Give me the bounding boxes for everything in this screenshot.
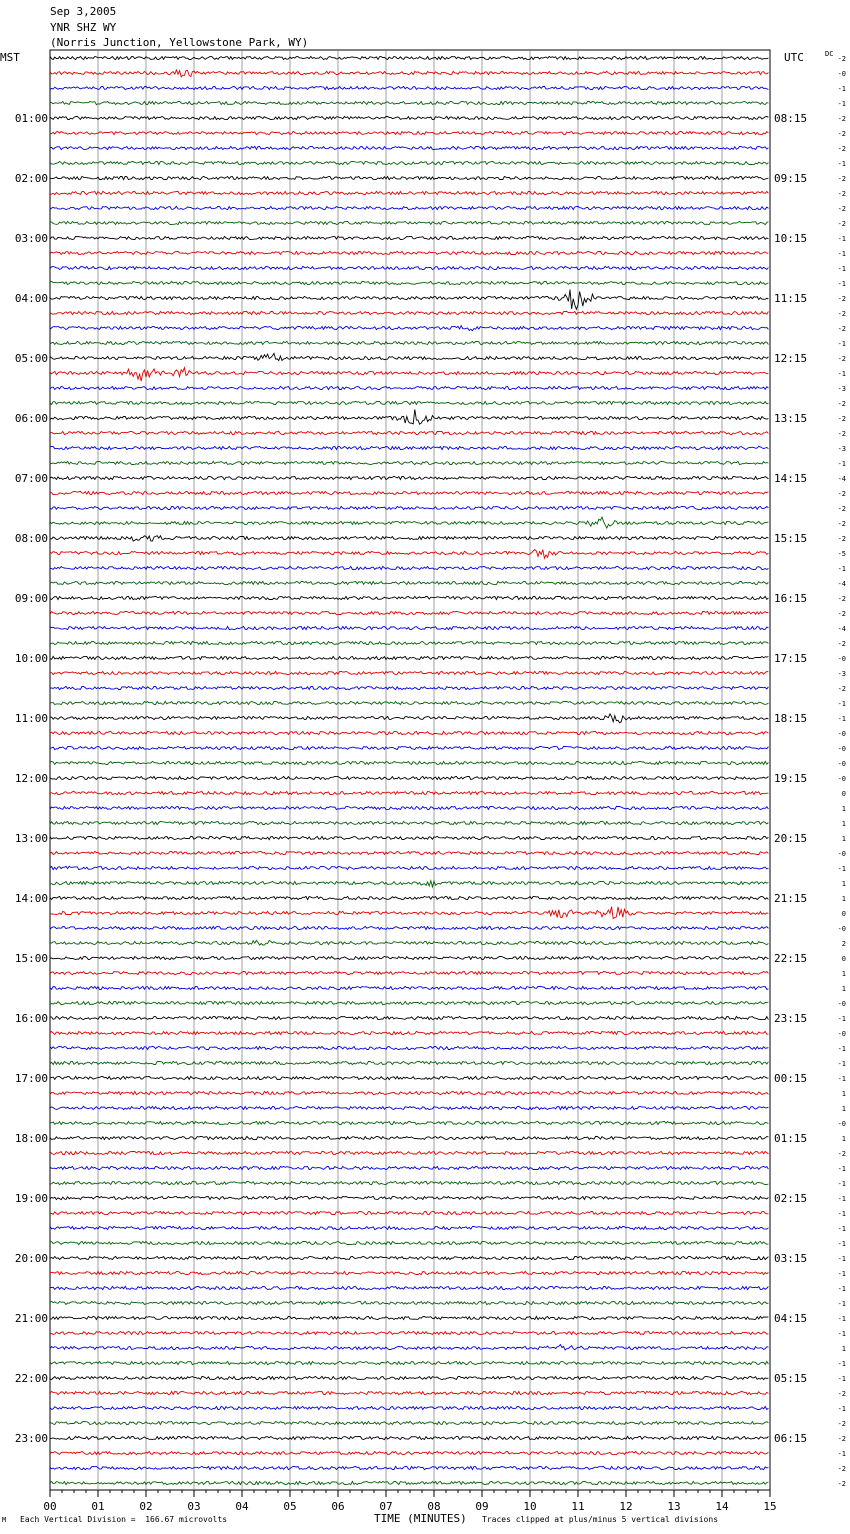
dc-offset-label: -1 <box>837 865 846 873</box>
dc-offset-label: -2 <box>837 205 846 213</box>
dc-offset-label: -2 <box>837 505 846 513</box>
x-tick-label: 06 <box>331 1500 345 1513</box>
seismic-trace <box>50 550 768 559</box>
mst-hour-label: 13:00 <box>14 832 48 845</box>
dc-offset-label: -2 <box>837 130 846 138</box>
dc-offset-label: 1 <box>841 805 846 813</box>
x-tick-label: 00 <box>43 1500 57 1513</box>
x-tick-label: 05 <box>283 1500 297 1513</box>
x-tick-label: 08 <box>427 1500 441 1513</box>
seismic-trace <box>50 671 768 674</box>
seismic-trace <box>50 476 768 479</box>
dc-offset-label: 1 <box>841 985 846 993</box>
mst-hour-label: 04:00 <box>14 292 48 305</box>
dc-offset-label: -2 <box>837 325 846 333</box>
x-tick-label: 02 <box>139 1500 153 1513</box>
dc-offset-label: -0 <box>837 850 846 858</box>
seismic-trace <box>50 1196 768 1199</box>
dc-offset-label: -2 <box>837 1435 846 1443</box>
dc-offset-label: -2 <box>837 535 846 543</box>
dc-offset-label: -1 <box>837 1165 846 1173</box>
dc-offset-label: -1 <box>837 1210 846 1218</box>
utc-hour-label: 01:15 <box>774 1132 808 1145</box>
dc-offset-label: -2 <box>837 640 846 648</box>
seismic-trace <box>50 353 768 360</box>
seismic-trace <box>50 86 768 89</box>
dc-offset-label: -2 <box>837 1420 846 1428</box>
dc-offset-label: -0 <box>837 655 846 663</box>
dc-offset-label: -0 <box>837 760 846 768</box>
seismic-trace <box>50 611 768 614</box>
seismic-trace <box>50 1061 768 1064</box>
dc-offset-label: -2 <box>837 145 846 153</box>
seismic-trace <box>50 1376 768 1379</box>
mst-hour-label: 12:00 <box>14 772 48 785</box>
dc-offset-label: -1 <box>837 235 846 243</box>
seismic-trace <box>50 341 768 344</box>
dc-offset-label: 1 <box>841 1105 846 1113</box>
dc-offset-label: -1 <box>837 1255 846 1263</box>
dc-offset-label: -2 <box>837 1465 846 1473</box>
dc-offset-label: -1 <box>837 1330 846 1338</box>
utc-hour-label: 06:15 <box>774 1432 808 1445</box>
mst-hour-label: 11:00 <box>14 712 48 725</box>
utc-hour-label: 09:15 <box>774 172 808 185</box>
seismic-trace <box>50 116 768 119</box>
dc-offset-label: -2 <box>837 190 846 198</box>
seismic-trace <box>50 1391 768 1394</box>
seismic-trace <box>50 1166 768 1169</box>
seismic-trace <box>50 311 768 314</box>
seismic-trace <box>50 714 768 723</box>
dc-offset-label: -0 <box>837 730 846 738</box>
dc-offset-label: -5 <box>837 550 846 558</box>
seismic-trace <box>50 1046 768 1049</box>
station-code: YNR SHZ WY <box>50 21 117 34</box>
mst-hour-label: 08:00 <box>14 532 48 545</box>
dc-offset-label: -2 <box>837 355 846 363</box>
dc-offset-label: -0 <box>837 775 846 783</box>
utc-hour-label: 00:15 <box>774 1072 808 1085</box>
seismic-trace <box>50 368 768 382</box>
x-tick-label: 15 <box>763 1500 777 1513</box>
seismic-trace <box>50 907 768 919</box>
seismic-trace <box>50 1301 768 1304</box>
seismic-trace <box>50 131 768 134</box>
dc-offset-label: -1 <box>837 1060 846 1068</box>
utc-hour-label: 18:15 <box>774 712 808 725</box>
dc-offset-label: 1 <box>841 970 846 978</box>
seismic-trace <box>50 1406 768 1409</box>
dc-offset-label: -4 <box>837 580 846 588</box>
seismic-trace <box>50 1121 768 1124</box>
seismic-trace <box>50 836 768 839</box>
dc-offset-label: -2 <box>837 520 846 528</box>
utc-hour-label: 14:15 <box>774 472 808 485</box>
dc-offset-label: -2 <box>837 55 846 63</box>
seismic-trace <box>50 1001 768 1004</box>
mst-hour-label: 22:00 <box>14 1372 48 1385</box>
seismic-trace <box>50 686 768 689</box>
seismic-trace <box>50 851 768 854</box>
seismic-trace <box>50 191 768 194</box>
dc-offset-label: -1 <box>837 565 846 573</box>
seismic-trace <box>50 581 768 584</box>
plot-frame <box>50 50 770 1490</box>
mst-hour-label: 20:00 <box>14 1252 48 1265</box>
dc-offset-label: -2 <box>837 1480 846 1488</box>
seismic-trace <box>50 1271 768 1274</box>
utc-hour-label: 04:15 <box>774 1312 808 1325</box>
utc-hour-label: 22:15 <box>774 952 808 965</box>
dc-offset-label: -2 <box>837 595 846 603</box>
seismic-trace <box>50 236 768 239</box>
seismic-trace <box>50 1076 768 1079</box>
mst-hour-label: 10:00 <box>14 652 48 665</box>
mst-hour-label: 19:00 <box>14 1192 48 1205</box>
dc-offset-label: 1 <box>841 835 846 843</box>
seismic-trace <box>50 1241 768 1244</box>
dc-offset-label: -1 <box>837 460 846 468</box>
dc-offset-label: -1 <box>837 1360 846 1368</box>
seismic-trace <box>50 1091 768 1094</box>
mst-hour-label: 07:00 <box>14 472 48 485</box>
mst-hour-label: 03:00 <box>14 232 48 245</box>
mst-hour-label: 14:00 <box>14 892 48 905</box>
x-tick-label: 10 <box>523 1500 537 1513</box>
utc-hour-label: 08:15 <box>774 112 808 125</box>
dc-offset-label: -1 <box>837 1075 846 1083</box>
recording-date: Sep 3,2005 <box>50 5 117 18</box>
dc-offset-label: 1 <box>841 880 846 888</box>
dc-offset-label: 1 <box>841 1135 846 1143</box>
dc-offset-label: -1 <box>837 1285 846 1293</box>
seismic-trace <box>50 656 768 659</box>
dc-offset-label: -2 <box>837 310 846 318</box>
dc-offset-label: -2 <box>837 490 846 498</box>
dc-offset-label: -2 <box>837 430 846 438</box>
seismic-trace <box>50 506 768 509</box>
seismic-trace <box>50 731 768 734</box>
dc-offset-label: -2 <box>837 295 846 303</box>
dc-offset-label: 0 <box>841 910 846 918</box>
seismic-trace <box>50 1345 768 1351</box>
dc-offset-label: -0 <box>837 1030 846 1038</box>
dc-offset-label: -2 <box>837 115 846 123</box>
seismic-trace <box>50 221 768 224</box>
x-tick-label: 09 <box>475 1500 489 1513</box>
seismic-trace <box>50 821 768 824</box>
dc-offset-label: -2 <box>837 1390 846 1398</box>
dc-offset-label: -2 <box>837 610 846 618</box>
dc-offset-label: -1 <box>837 1270 846 1278</box>
x-tick-label: 12 <box>619 1500 633 1513</box>
seismic-trace <box>50 517 768 528</box>
seismic-trace <box>50 461 768 464</box>
seismic-trace <box>50 326 768 331</box>
mst-hour-label: 02:00 <box>14 172 48 185</box>
mst-hour-label: 05:00 <box>14 352 48 365</box>
mst-hour-label: 18:00 <box>14 1132 48 1145</box>
x-tick-label: 11 <box>571 1500 585 1513</box>
seismic-trace <box>50 386 768 389</box>
utc-hour-label: 19:15 <box>774 772 808 785</box>
mst-axis-label: MST <box>0 51 20 64</box>
seismic-trace <box>50 251 768 254</box>
dc-offset-label: -1 <box>837 265 846 273</box>
utc-axis-label: UTC <box>784 51 804 64</box>
dc-offset-label: -4 <box>837 475 846 483</box>
dc-offset-label: -2 <box>837 415 846 423</box>
seismic-trace <box>50 1211 768 1214</box>
seismic-trace <box>50 491 768 494</box>
seismic-trace <box>50 176 768 179</box>
dc-offset-label: -1 <box>837 1225 846 1233</box>
seismic-trace <box>50 1316 768 1319</box>
seismic-trace <box>50 161 768 164</box>
seismic-trace <box>50 971 768 974</box>
mst-hour-label: 16:00 <box>14 1012 48 1025</box>
seismic-trace <box>50 940 768 945</box>
dc-offset-label: 1 <box>841 820 846 828</box>
dc-offset-label: -2 <box>837 1150 846 1158</box>
x-tick-label: 03 <box>187 1500 201 1513</box>
x-tick-label: 14 <box>715 1500 729 1513</box>
utc-hour-label: 13:15 <box>774 412 808 425</box>
mst-hour-label: 21:00 <box>14 1312 48 1325</box>
mst-hour-label: 01:00 <box>14 112 48 125</box>
utc-hour-label: 12:15 <box>774 352 808 365</box>
x-tick-label: 04 <box>235 1500 249 1513</box>
dc-offset-label: -1 <box>837 1405 846 1413</box>
seismic-trace <box>50 746 768 749</box>
dc-offset-label: 1 <box>841 1345 846 1353</box>
x-tick-label: 07 <box>379 1500 393 1513</box>
dc-offset-label: 0 <box>841 955 846 963</box>
dc-offset-label: -0 <box>837 925 846 933</box>
seismic-trace <box>50 791 768 794</box>
seismic-trace <box>50 806 768 809</box>
vertical-division-note: Each Vertical Division = 166.67 microvolts <box>20 1515 228 1524</box>
seismic-trace <box>50 281 768 284</box>
seismic-trace <box>50 986 768 989</box>
dc-offset-label: 1 <box>841 1090 846 1098</box>
dc-offset-label: -2 <box>837 685 846 693</box>
seismic-trace <box>50 1361 768 1364</box>
dc-offset-label: -1 <box>837 1045 846 1053</box>
dc-offset-label: -1 <box>837 340 846 348</box>
seismic-trace <box>50 1436 768 1439</box>
utc-hour-label: 15:15 <box>774 532 808 545</box>
dc-offset-label: -0 <box>837 1000 846 1008</box>
seismic-trace <box>50 1181 768 1184</box>
seismic-trace <box>50 1016 768 1019</box>
x-axis-title: TIME (MINUTES) <box>374 1512 467 1525</box>
seismic-trace <box>50 956 768 959</box>
seismic-trace <box>50 206 768 209</box>
seismic-trace <box>50 596 768 599</box>
dc-offset-label: -1 <box>837 700 846 708</box>
dc-offset-label: -3 <box>837 385 846 393</box>
x-tick-label: 01 <box>91 1500 105 1513</box>
seismic-trace <box>50 566 768 569</box>
utc-hour-label: 05:15 <box>774 1372 808 1385</box>
dc-offset-label: -0 <box>837 1120 846 1128</box>
utc-hour-label: 23:15 <box>774 1012 808 1025</box>
utc-hour-label: 02:15 <box>774 1192 808 1205</box>
dc-offset-label: -0 <box>837 745 846 753</box>
dc-offset-label: -1 <box>837 250 846 258</box>
utc-hour-label: 10:15 <box>774 232 808 245</box>
dc-offset-label: -1 <box>837 1180 846 1188</box>
utc-hour-label: 21:15 <box>774 892 808 905</box>
dc-offset-label: -1 <box>837 1450 846 1458</box>
seismic-trace <box>50 701 768 704</box>
dc-offset-label: -2 <box>837 400 846 408</box>
seismic-trace <box>50 1451 768 1454</box>
seismic-trace <box>50 70 768 77</box>
dc-offset-label: -1 <box>837 1240 846 1248</box>
seismic-trace <box>50 866 768 869</box>
dc-offset-label: -1 <box>837 160 846 168</box>
dc-offset-label: -1 <box>837 85 846 93</box>
utc-hour-label: 16:15 <box>774 592 808 605</box>
seismic-trace <box>50 431 768 434</box>
dc-offset-label: -3 <box>837 670 846 678</box>
dc-offset-label: -2 <box>837 175 846 183</box>
seismic-trace <box>50 641 768 644</box>
dc-offset-label: -1 <box>837 1375 846 1383</box>
seismic-trace <box>50 926 768 929</box>
dc-offset-label: -1 <box>837 100 846 108</box>
seismic-trace <box>50 1031 768 1034</box>
seismic-trace <box>50 101 768 104</box>
seismic-trace <box>50 1286 768 1289</box>
utc-hour-label: 20:15 <box>774 832 808 845</box>
station-location: (Norris Junction, Yellowstone Park, WY) <box>50 36 309 49</box>
dc-offset-label: -2 <box>837 220 846 228</box>
dc-offset-label: -1 <box>837 1300 846 1308</box>
seismic-trace <box>50 1481 768 1484</box>
utc-hour-label: 03:15 <box>774 1252 808 1265</box>
dc-offset-label: -1 <box>837 1015 846 1023</box>
mst-hour-label: 23:00 <box>14 1432 48 1445</box>
dc-offset-label: -1 <box>837 1195 846 1203</box>
dc-offset-label: 2 <box>841 940 846 948</box>
dc-offset-label: -3 <box>837 445 846 453</box>
dc-offset-label: 1 <box>841 895 846 903</box>
corner-mark: M <box>2 1516 7 1524</box>
seismic-trace <box>50 626 768 629</box>
x-tick-label: 13 <box>667 1500 681 1513</box>
seismic-trace <box>50 290 768 310</box>
seismic-trace <box>50 146 768 149</box>
dc-offset-label: -1 <box>837 1315 846 1323</box>
seismic-trace <box>50 1466 768 1469</box>
dc-column-label: DC <box>825 50 834 58</box>
seismic-trace <box>50 1226 768 1229</box>
clip-note: Traces clipped at plus/minus 5 vertical divisions <box>482 1515 719 1524</box>
dc-offset-label: 0 <box>841 790 846 798</box>
utc-hour-label: 11:15 <box>774 292 808 305</box>
mst-hour-label: 17:00 <box>14 1072 48 1085</box>
dc-offset-label: -1 <box>837 370 846 378</box>
mst-hour-label: 09:00 <box>14 592 48 605</box>
seismic-trace <box>50 1421 768 1424</box>
dc-offset-label: -0 <box>837 70 846 78</box>
dc-offset-label: -4 <box>837 625 846 633</box>
seismic-trace <box>50 409 768 424</box>
seismic-trace <box>50 776 768 779</box>
seismic-trace <box>50 446 768 449</box>
seismic-trace <box>50 536 768 541</box>
dc-offset-label: -1 <box>837 280 846 288</box>
seismic-trace <box>50 1136 768 1139</box>
seismic-trace <box>50 266 768 269</box>
seismic-trace <box>50 896 768 899</box>
seismic-trace <box>50 761 768 764</box>
seismic-trace <box>50 1151 768 1154</box>
mst-hour-label: 15:00 <box>14 952 48 965</box>
mst-hour-label: 06:00 <box>14 412 48 425</box>
seismic-trace <box>50 401 768 404</box>
dc-offset-label: -1 <box>837 715 846 723</box>
seismic-trace <box>50 881 768 887</box>
seismic-trace <box>50 1331 768 1334</box>
seismic-trace <box>50 1106 768 1109</box>
seismic-trace <box>50 56 768 59</box>
seismic-trace <box>50 1256 768 1259</box>
utc-hour-label: 17:15 <box>774 652 808 665</box>
